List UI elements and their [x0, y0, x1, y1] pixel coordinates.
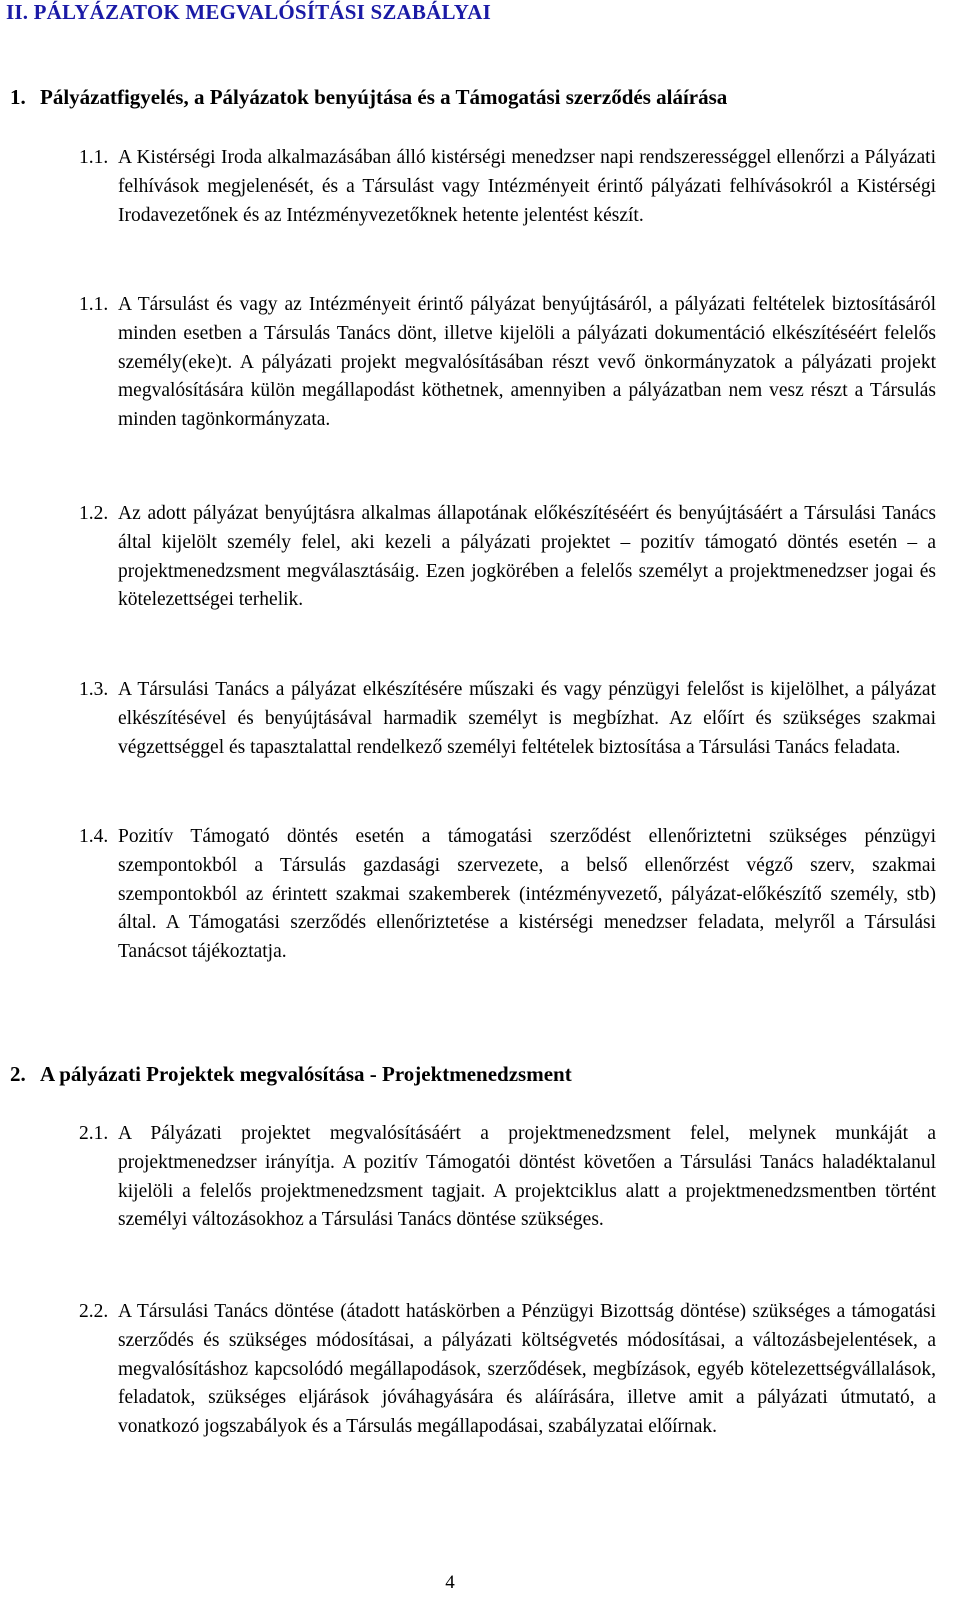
paragraph-1-4	[79, 823, 936, 967]
paragraph-text: A Társulási Tanács a pályázat elkészítésére műszaki és vagy pénzügyi felelőst is kijelölhet, a pályázat elkészítésével és benyújtásával harmadik személyt is megbízhat. Az előírt és szükséges szakmai végzettséggel és tapasztalattal rendelkező személyi feltételek biztosítása a Társulási Tanács feladata.	[118, 679, 936, 758]
paragraph-number: 1.4.	[79, 826, 109, 847]
paragraph-number: 1.3.	[79, 679, 109, 700]
section-1-number: 1.	[10, 85, 26, 109]
paragraph-1-1a	[79, 144, 936, 230]
section-2-heading	[10, 1062, 572, 1087]
paragraph-2-2	[79, 1298, 936, 1442]
paragraph-number: 1.1.	[79, 147, 109, 168]
paragraph-number: 1.2.	[79, 503, 109, 524]
paragraph-number: 2.1.	[79, 1123, 109, 1144]
section-2-heading-text: A pályázati Projektek megvalósítása - Projektmenedzsment	[40, 1062, 572, 1086]
paragraph-text: A Kistérségi Iroda alkalmazásában álló kistérségi menedzser napi rendszerességgel ellenőrzi a Pályázati felhívások megjelenését, és a Társulást vagy Intézményeit érintő pályázati felhívásokról a Kistérségi Irodavezetőnek és az Intézményvezetőknek hetente jelentést készít.	[118, 147, 936, 226]
paragraph-2-1	[79, 1120, 936, 1235]
paragraph-number: 2.2.	[79, 1301, 109, 1322]
section-1-heading	[10, 85, 727, 110]
paragraph-text: A Pályázati projektet megvalósításáért a projektmenedzsment felel, melynek munkáját a projektmenedzser irányítja. A pozitív Támogatói döntést követően a Társulási Tanács haladéktalanul kijelöli a felelős projektmenedzsment tagjait. A projektciklus alatt a projektmenedzsmentben történt személyi változásokhoz a Társulási Tanács döntése szükséges.	[118, 1123, 936, 1231]
paragraph-1-1b	[79, 291, 936, 435]
section-1-heading-text: Pályázatfigyelés, a Pályázatok benyújtása és a Támogatási szerződés aláírása	[40, 85, 728, 109]
paragraph-number: 1.1.	[79, 294, 109, 315]
paragraph-1-3	[79, 676, 936, 762]
paragraph-text: A Társulási Tanács döntése (átadott hatáskörben a Pénzügyi Bizottság döntése) szükséges a támogatási szerződés és szükséges módosításai, a pályázati költségvetés módosításai, a változásbejelentések, a megvalósításhoz kapcsolódó megállapodások, szerződések, megbízások, egyéb kötelezettségvállalások, feladatok, szükséges eljárások jóváhagyására és aláírására, illetve amit a pályázati útmutató, a vonatkozó jogszabályok és a Társulás megállapodásai, szabályzatai előírnak.	[118, 1301, 936, 1438]
paragraph-1-2	[79, 500, 936, 615]
paragraph-text: Az adott pályázat benyújtásra alkalmas állapotának előkészítéséért és benyújtásáért a Társulási Tanács által kijelölt személy felel, aki kezeli a pályázati projektet – pozitív támogató döntés esetén – a projektmenedzsment megválasztásáig. Ezen jogkörében a felelős személyt a projektmenedzser jogai és kötelezettségei terhelik.	[118, 503, 936, 611]
document-title: II. PÁLYÁZATOK MEGVALÓSÍTÁSI SZABÁLYAI	[6, 0, 491, 24]
page-number: 4	[445, 1572, 455, 1593]
section-2-number: 2.	[10, 1062, 26, 1086]
paragraph-text: Pozitív Támogató döntés esetén a támogatási szerződést ellenőriztetni szükséges pénzügyi szempontokból a Társulás gazdasági szervezete, a belső ellenőrzést végző szerv, szakmai szempontokból az érintett szakmai szakemberek (intézményvezető, pályázat-előkészítő személy, stb) által. A Támogatási szerződés ellenőriztetése a kistérségi menedzser feladata, melyről a Társulási Tanácsot tájékoztatja.	[118, 826, 936, 963]
paragraph-text: A Társulást és vagy az Intézményeit érintő pályázat benyújtásáról, a pályázati feltételek biztosításáról minden esetben a Társulás Tanács dönt, illetve kijelöli a pályázati dokumentáció elkészítéséért felelős személy(eke)t. A pályázati projekt megvalósításában részt vevő önkormányzatok a pályázati projekt megvalósítására külön megállapodást köthetnek, amennyiben a pályázatban nem vesz részt a Társulás minden tagönkormányzata.	[118, 294, 936, 431]
